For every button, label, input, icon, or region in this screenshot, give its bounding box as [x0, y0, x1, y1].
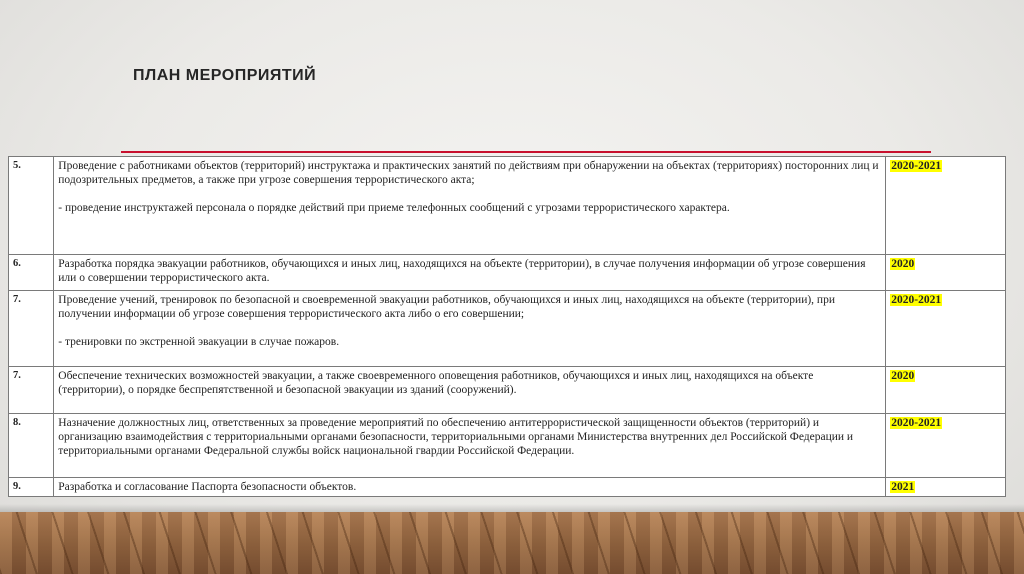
slide-title: ПЛАН МЕРОПРИЯТИЙ: [133, 67, 317, 84]
row-text: Разработка порядка эвакуации работников, обучающихся и иных лиц, находящихся на объекте (территории), в случае получения информации об угрозе совершения или о совершении террористического акта.: [58, 258, 866, 284]
table-row: [9, 291, 1006, 367]
period-badge: 2021: [891, 481, 915, 493]
row-period: [886, 478, 1006, 497]
row-description: [54, 255, 886, 291]
table-row: [9, 414, 1006, 478]
period-badge: 2020-2021: [891, 160, 942, 172]
row-text: Проведение с работниками объектов (территорий) инструктажа и практических занятий по действиям при обнаружении на объектах (территориях) посторонних лиц и подозрительных предметов, а также при угрозе совершения террористического акта;: [58, 160, 879, 186]
table-row: [9, 478, 1006, 497]
row-text-secondary: - тренировки по экстренной эвакуации в случае пожаров.: [58, 336, 340, 348]
row-description: [54, 157, 886, 255]
row-description: [54, 367, 886, 414]
events-plan-table: [8, 156, 1006, 497]
table-row: [9, 157, 1006, 255]
row-period: [886, 414, 1006, 478]
row-text: Проведение учений, тренировок по безопасной и своевременной эвакуации работников, обучающихся и иных лиц, находящихся на объекте (территории), при получении информации об угрозе совершения террористического акта либо о его совершении;: [58, 294, 835, 320]
period-badge: 2020-2021: [891, 417, 942, 429]
row-number: 6.: [9, 255, 54, 291]
period-badge: 2020: [891, 370, 915, 382]
row-description: [54, 478, 886, 497]
period-badge: 2020-2021: [891, 294, 942, 306]
wooden-floor: [0, 512, 1024, 574]
row-period: [886, 255, 1006, 291]
row-period: [886, 291, 1006, 367]
row-text: Назначение должностных лиц, ответственных за проведение мероприятий по обеспечению антитеррористической защищенности объектов (территорий) и организацию взаимодействия с территориальными органами безопасности, территориальными органами Министерства внутренних дел Российской Федерации и территориальными органами Федеральной службы войск национальной гвардии Российской Федерации.: [58, 417, 854, 457]
row-number: 7.: [9, 291, 54, 367]
row-number: 5.: [9, 157, 54, 255]
row-description: [54, 414, 886, 478]
row-number: 7.: [9, 367, 54, 414]
period-badge: 2020: [891, 258, 915, 270]
row-text: Разработка и согласование Паспорта безопасности объектов.: [58, 481, 357, 493]
row-period: [886, 367, 1006, 414]
table-row: [9, 367, 1006, 414]
table-row: [9, 255, 1006, 291]
row-text: Обеспечение технических возможностей эвакуации, а также своевременного оповещения работников, обучающихся и иных лиц, находящихся на объекте (территории), о порядке беспрепятственной и безопасной эвакуации из зданий (сооружений).: [58, 370, 814, 396]
row-description: [54, 291, 886, 367]
row-period: [886, 157, 1006, 255]
title-underline: [121, 151, 931, 153]
row-number: 9.: [9, 478, 54, 497]
row-number: 8.: [9, 414, 54, 478]
floor-shadow: [0, 504, 1024, 512]
row-text-secondary: - проведение инструктажей персонала о порядке действий при приеме телефонных сообщений с угрозами террористического характера.: [58, 202, 730, 214]
